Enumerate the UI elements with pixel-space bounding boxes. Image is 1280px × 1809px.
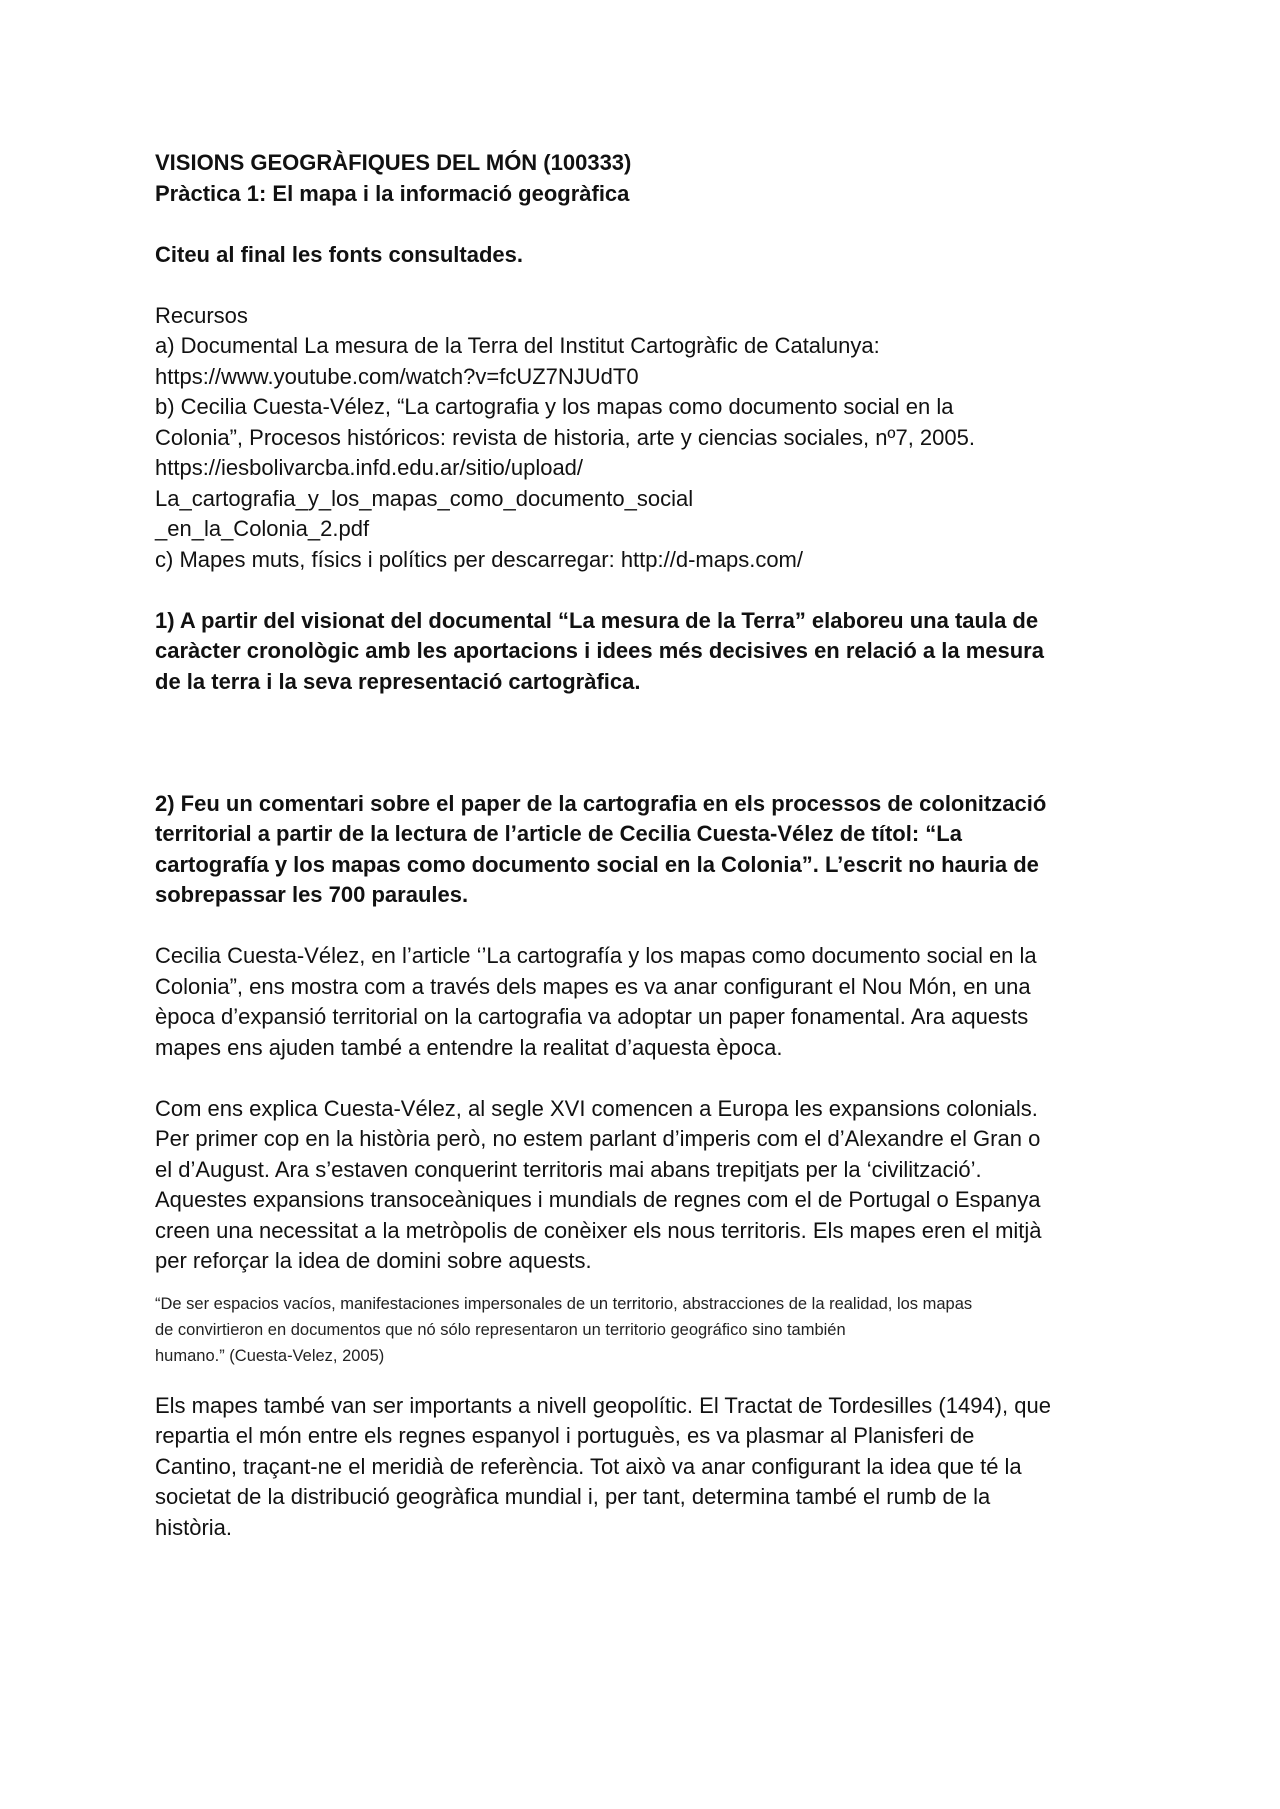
question-2-line: 2) Feu un comentari sobre el paper de la cartografia en els processos de colonització bbox=[155, 790, 1047, 816]
paragraph-line: societat de la distribució geogràfica mundial i, per tant, determina també el rumb de la bbox=[155, 1484, 991, 1509]
quote-line: de convirtieron en documentos que nó sólo representaron un territorio geográfico sino también bbox=[155, 1320, 846, 1339]
spacer bbox=[155, 209, 1130, 240]
document-page bbox=[155, 148, 1130, 1543]
resource-line: a) Documental La mesura de la Terra del Institut Cartogràfic de Catalunya: bbox=[155, 333, 880, 358]
spacer bbox=[155, 697, 1130, 789]
paragraph-line: mapes ens ajuden també a entendre la realitat d’aquesta època. bbox=[155, 1034, 783, 1060]
paragraph-line: Colonia”, ens mostra com a través dels mapes es va anar configurant el Nou Món, en una bbox=[155, 973, 1031, 999]
question-1-line: de la terra i la seva representació cartogràfica. bbox=[155, 668, 641, 694]
resource-link[interactable]: https://iesbolivarcba.infd.edu.ar/sitio/upload/ bbox=[155, 455, 584, 480]
paragraph-line: Per primer cop en la història però, no estem parlant d’imperis com el d’Alexandre el Gran o bbox=[155, 1126, 1041, 1151]
spacer bbox=[155, 1277, 1130, 1291]
paragraph-line: Cantino, traçant-ne el meridià de referència. Tot això va anar configurant la idea que té la bbox=[155, 1453, 1022, 1479]
paragraph-line: època d’expansió territorial on la cartografia va adoptar un paper fonamental. Ara aquests bbox=[155, 1004, 1029, 1029]
course-title: VISIONS GEOGRÀFIQUES DEL MÓN (100333) bbox=[155, 150, 632, 175]
resource-line: Colonia”, Procesos históricos: revista de historia, arte y ciencias sociales, nº7, 2005. bbox=[155, 424, 975, 450]
answer-paragraph-2 bbox=[155, 1094, 1130, 1277]
paragraph-line: Cecilia Cuesta-Vélez, en l’article ‘’La cartografía y los mapas como documento social en la bbox=[155, 943, 1037, 968]
spacer bbox=[155, 270, 1130, 301]
question-1-line: caràcter cronològic amb les aportacions i idees més decisives en relació a la mesura bbox=[155, 638, 1044, 663]
spacer bbox=[155, 911, 1130, 942]
answer-paragraph-3 bbox=[155, 1391, 1130, 1544]
resource-link[interactable]: https://www.youtube.com/watch?v=fcUZ7NJUdT0 bbox=[155, 363, 639, 389]
paragraph-line: Aquestes expansions transoceàniques i mundials de regnes com el de Portugal o Espanya bbox=[155, 1187, 1041, 1212]
question-2-line: sobrepassar les 700 paraules. bbox=[155, 882, 469, 907]
resource-link[interactable]: _en_la_Colonia_2.pdf bbox=[155, 516, 370, 541]
resource-line: b) Cecilia Cuesta-Vélez, “La cartografia y los mapas como documento social en la bbox=[155, 394, 954, 419]
resource-link[interactable]: La_cartografia_y_los_mapas_como_documento_social bbox=[155, 485, 694, 511]
paragraph-line: el d’August. Ara s’estaven conquerint territoris mai abans trepitjats per la ‘civilització’. bbox=[155, 1156, 982, 1182]
practice-title: Pràctica 1: El mapa i la informació geogràfica bbox=[155, 180, 630, 206]
resource-line: c) Mapes muts, físics i polítics per descarregar: http://d-maps.com/ bbox=[155, 546, 803, 572]
block-quote bbox=[155, 1291, 1130, 1369]
answer-paragraph-1 bbox=[155, 941, 1130, 1063]
resources-list bbox=[155, 331, 1130, 575]
paragraph-line: repartia el món entre els regnes espanyol i portuguès, es va plasmar al Planisferi de bbox=[155, 1423, 975, 1448]
quote-line: humano.” (Cuesta-Velez, 2005) bbox=[155, 1346, 385, 1365]
question-1 bbox=[155, 606, 1130, 698]
paragraph-line: Com ens explica Cuesta-Vélez, al segle XVI comencen a Europa les expansions colonials. bbox=[155, 1095, 1038, 1121]
spacer bbox=[155, 1369, 1130, 1391]
instruction-text: Citeu al final les fonts consultades. bbox=[155, 241, 523, 267]
question-2 bbox=[155, 789, 1130, 911]
paragraph-line: Els mapes també van ser importants a nivell geopolític. El Tractat de Tordesilles (1494), que bbox=[155, 1392, 1051, 1418]
question-2-line: cartografía y los mapas como documento social en la Colonia”. L’escrit no hauria de bbox=[155, 851, 1039, 877]
spacer bbox=[155, 1063, 1130, 1094]
quote-line: “De ser espacios vacíos, manifestaciones impersonales de un territorio, abstracciones de la realidad, los mapas bbox=[155, 1294, 973, 1313]
question-2-line: territorial a partir de la lectura de l’article de Cecilia Cuesta-Vélez de títol: “La bbox=[155, 821, 962, 846]
paragraph-line: creen una necessitat a la metròpolis de conèixer els nous territoris. Els mapes eren el mitjà bbox=[155, 1217, 1042, 1243]
paragraph-line: per reforçar la idea de domini sobre aquests. bbox=[155, 1248, 592, 1273]
paragraph-line: història. bbox=[155, 1514, 233, 1540]
spacer bbox=[155, 575, 1130, 606]
resources-heading: Recursos bbox=[155, 302, 248, 328]
question-1-line: 1) A partir del visionat del documental “La mesura de la Terra” elaboreu una taula de bbox=[155, 607, 1039, 633]
